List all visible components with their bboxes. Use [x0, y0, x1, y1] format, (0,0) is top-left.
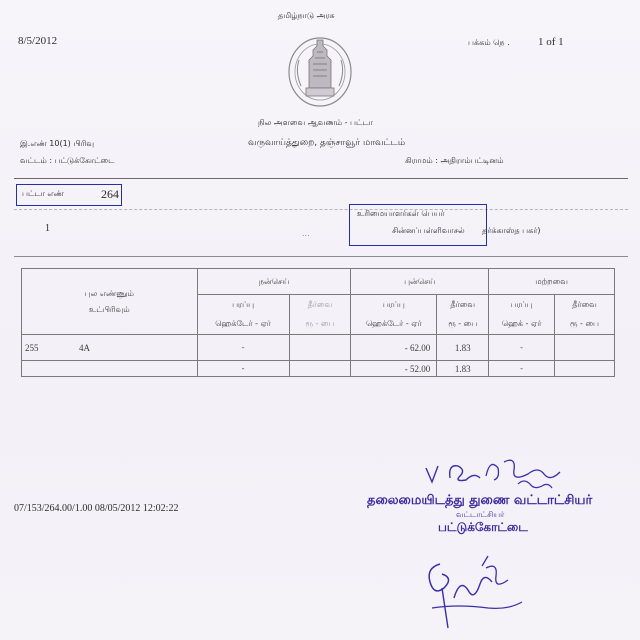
survey-header-line1: புல எண்ணும்	[84, 288, 134, 298]
dry-area-value: - 62.00	[351, 335, 437, 361]
owner-divider	[14, 256, 628, 257]
tamilnadu-emblem-icon	[285, 30, 355, 110]
dotted-divider	[14, 209, 628, 210]
print-date: 8/5/2012	[18, 35, 58, 47]
survey-cell	[22, 361, 198, 377]
wet-area-unit: ஹெக்டேர் - ஏர்	[197, 315, 289, 335]
page-label: பக்கம் நெ .	[468, 38, 510, 47]
other-tax-value	[555, 361, 615, 377]
other-tax-unit: ரூ - பை	[555, 315, 615, 335]
land-details-table	[21, 268, 615, 377]
district-line: வருவாய்த்துறை, தஞ்சாவூர் மாவட்டம்	[248, 138, 406, 148]
other-tax-value	[555, 335, 615, 361]
document-reference: 07/153/264.00/1.00 08/05/2012 12:02:22	[14, 503, 179, 514]
dry-land-header: புன்செய்	[351, 269, 489, 295]
village-line: கிராமம் : அதிராம்பட்டினம்	[405, 156, 504, 165]
survey-cell	[22, 335, 198, 361]
dry-area-value: - 52.00	[351, 361, 437, 377]
table-row	[22, 335, 615, 361]
dry-tax-unit: ரூ - பை	[437, 315, 489, 335]
other-land-header: மற்றவை	[489, 269, 615, 295]
patta-label: பட்டா எண்	[22, 189, 64, 198]
wet-tax-value	[289, 361, 351, 377]
initials-signature-icon	[420, 452, 570, 498]
dry-tax-value: 1.83	[437, 361, 489, 377]
survey-header-line2: உட்பிரிவும்	[88, 304, 130, 314]
wet-tax-header: தீர்வை	[289, 295, 351, 315]
survey-header-cell	[22, 269, 198, 335]
dry-tax-value: 1.83	[437, 335, 489, 361]
stamp-subtitle: வட்டாட்சியர்	[456, 510, 505, 519]
wet-land-header: நன்செய்	[197, 269, 351, 295]
stamp-designation: தலைமையிடத்து துணை வட்டாட்சியர்	[367, 493, 593, 508]
survey-number: 255	[25, 342, 39, 353]
wet-area-header: பரப்பு	[197, 295, 289, 315]
other-area-header: பரப்பு	[489, 295, 555, 315]
document-title: நில அளவை ஆவணம் - பட்டா	[258, 118, 373, 127]
owner-ellipsis: ...	[302, 229, 310, 238]
subdivision: 4A	[79, 342, 91, 353]
wet-area-value: -	[197, 335, 289, 361]
patta-number: 264	[101, 187, 119, 201]
officer-signature-icon	[418, 548, 538, 634]
owner-heading: உரிமையாளர்கள் பெயர்	[357, 209, 445, 218]
header-divider	[14, 178, 628, 179]
wet-tax-unit: ரூ - பை	[289, 315, 351, 335]
other-area-value: -	[489, 361, 555, 377]
other-area-value: -	[489, 335, 555, 361]
table-row	[22, 361, 615, 377]
gov-title: தமிழ்நாடு அரசு	[278, 11, 335, 20]
owner-relation: தர்க்காஸ்த பகர்)	[482, 226, 541, 235]
wet-area-value: -	[197, 361, 289, 377]
dry-tax-header: தீர்வை	[437, 295, 489, 315]
section-code: இ.எண் 10(1) பிரிவு	[20, 139, 95, 148]
other-tax-header: தீர்வை	[555, 295, 615, 315]
wet-tax-value	[289, 335, 351, 361]
page-number: 1 of 1	[538, 36, 564, 48]
owner-name: சின்னப்பள்ளிவாசல்	[392, 226, 465, 235]
taluk-line: வட்டம் : பட்டுக்கோட்டை	[20, 156, 115, 165]
dry-area-header: பரப்பு	[351, 295, 437, 315]
owner-serial: 1	[45, 223, 50, 234]
stamp-office: பட்டுக்கோட்டை	[438, 520, 528, 534]
other-area-unit: ஹெக் - ஏர்	[489, 315, 555, 335]
dry-area-unit: ஹெக்டேர் - ஏர்	[351, 315, 437, 335]
